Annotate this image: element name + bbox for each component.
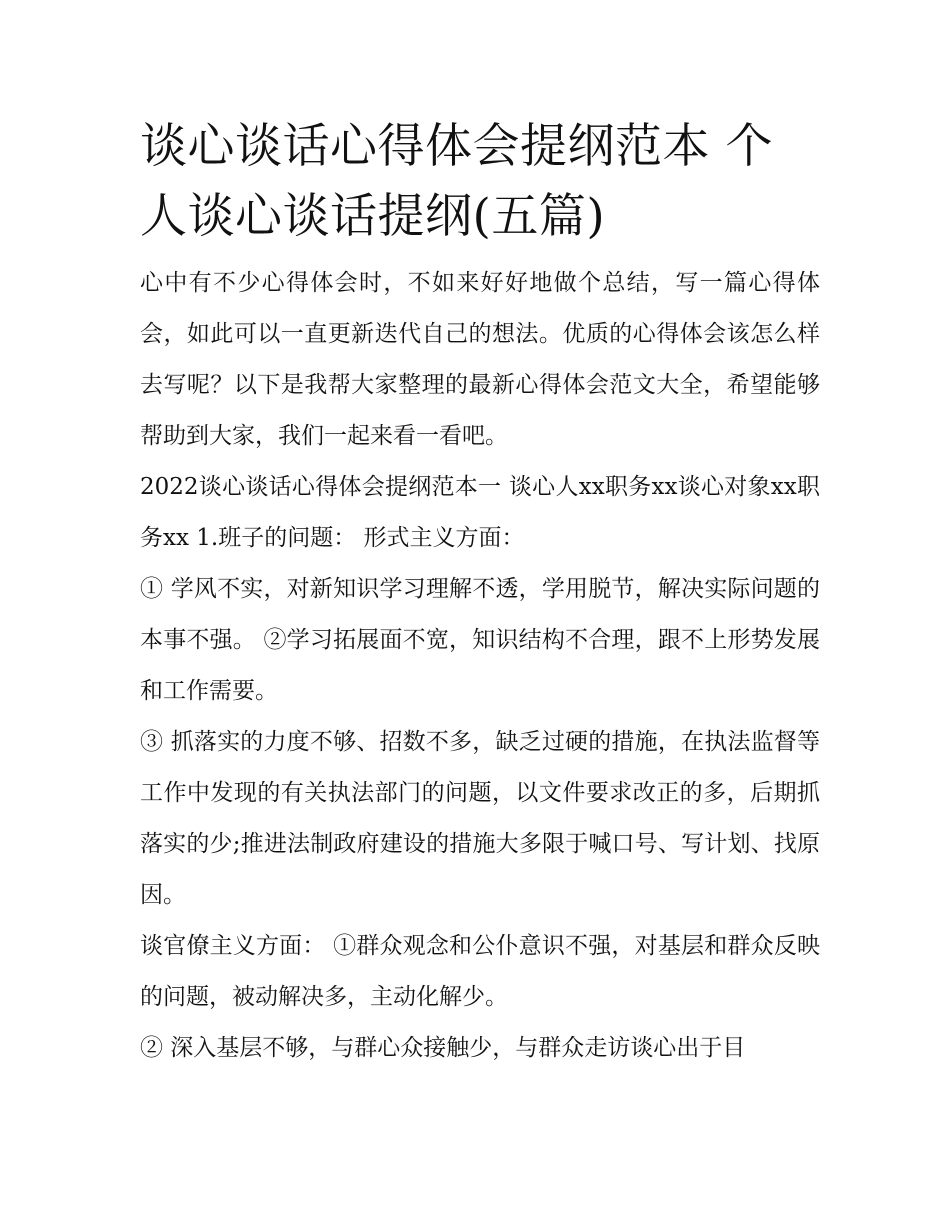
paragraph-bureaucracy-2: ② 深入基层不够，与群心众接触少，与群众走访谈心出于目: [140, 1035, 746, 1061]
paragraph-formalism-3: ③ 抓落实的力度不够、招数不多，缺乏过硬的措施，在执法监督等工作中发现的有关执法部门的问题，以文件要求改正的多，后期抓落实的少;推进法制政府建设的措施大多限于喊口号、写计划、找原因。: [140, 729, 820, 908]
paragraph-bureaucracy-1: 谈官僚主义方面： ①群众观念和公仆意识不强，对基层和群众反映的问题，被动解决多，主动化解少。: [140, 933, 820, 1010]
paragraph-formalism-1-2: ① 学风不实，对新知识学习理解不透，学用脱节，解决实际问题的本事不强。 ②学习拓展面不宽，知识结构不合理，跟不上形势发展和工作需要。: [140, 576, 820, 704]
paragraph-intro: 心中有不少心得体会时，不如来好好地做个总结，写一篇心得体会，如此可以一直更新迭代自己的想法。优质的心得体会该怎么样去写呢？以下是我帮大家整理的最新心得体会范文大全，希望能够帮助到大家，我们一起来看一看吧。: [140, 270, 820, 449]
paragraph-outline-header: 2022谈心谈话心得体会提纲范本一 谈心人xx职务xx谈心对象xx职务xx 1.班子的问题： 形式主义方面：: [140, 474, 820, 551]
document-page: [140, 112, 820, 1074]
document-title: 谈心谈话心得体会提纲范本 个人谈心谈话提纲(五篇): [140, 119, 773, 244]
